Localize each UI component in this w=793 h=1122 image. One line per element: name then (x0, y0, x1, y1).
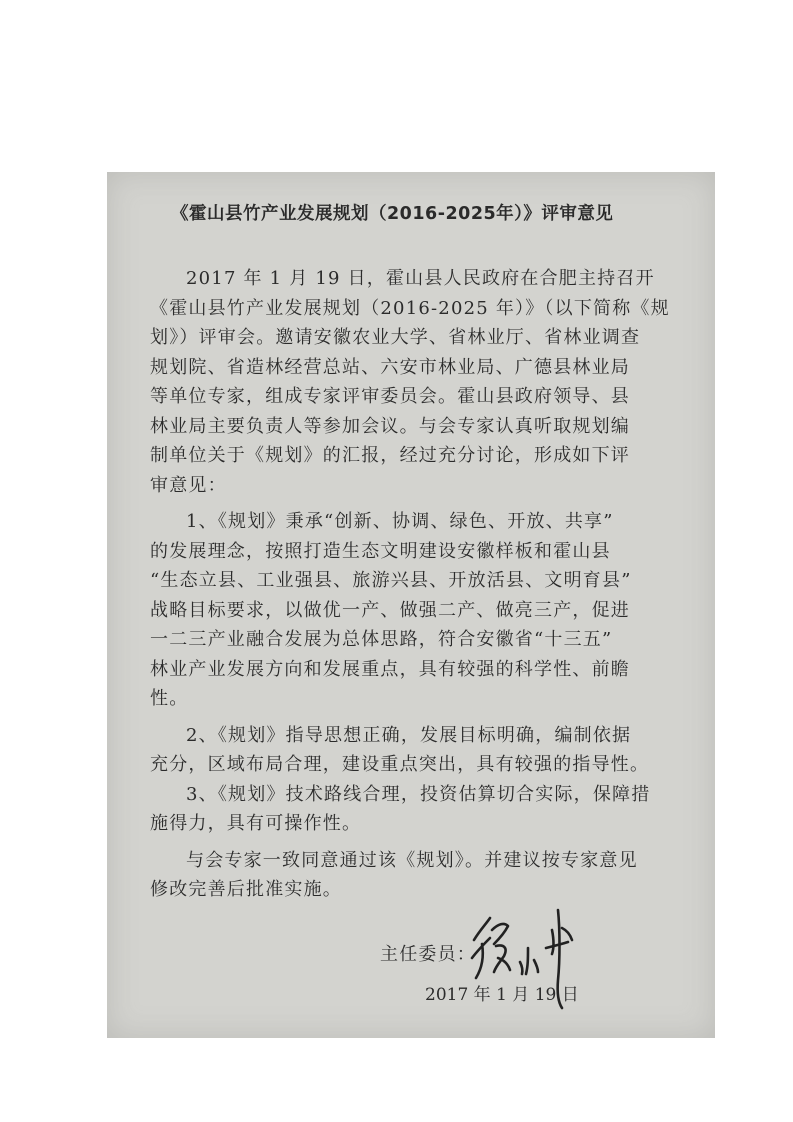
body-line: 林业产业发展方向和发展重点，具有较强的科学性、前瞻 (150, 658, 630, 680)
body-line: 性。 (150, 688, 189, 709)
body-line: 制单位关于《规划》的汇报，经过充分讨论，形成如下评 (150, 445, 630, 466)
body-line: 充分，区域布局合理，建设重点突出，具有较强的指导性。 (150, 754, 650, 775)
body-line: 审意见： (150, 474, 227, 496)
body-line: 规划院、省造林经营总站、六安市林业局、广德县林业局 (150, 356, 630, 378)
paragraph-gap (150, 839, 660, 846)
body-line: 划》）评审会。邀请安徽农业大学、省林业厅、省林业调查 (150, 327, 641, 348)
body-line: “生态立县、工业强县、旅游兴县、开放活县、文明育县” (150, 570, 632, 591)
paragraph-gap (150, 714, 660, 721)
body-line: 战略目标要求，以做优一产、做强二产、做亮三产，促进 (150, 599, 630, 621)
body-line: 一二三产业融合发展为总体思路，符合安徽省“十三五” (150, 629, 613, 650)
body-line: 修改完善后批准实施。 (150, 879, 342, 900)
signature-date: 2017 年 1 月 19 日 (425, 985, 579, 1005)
body-line: 1、《规划》秉承“创新、协调、绿色、开放、共享” (186, 511, 614, 532)
body-line: 等单位专家，组成专家评审委员会。霍山县政府领导、县 (150, 386, 630, 407)
body-line: 2017 年 1 月 19 日，霍山县人民政府在合肥主持召开 (186, 268, 655, 289)
document-title: 《霍山县竹产业发展规划（2016-2025年）》评审意见 (171, 204, 614, 224)
paragraph-gap (150, 500, 660, 507)
body-line: 与会专家一致同意通过该《规划》。并建议按专家意见 (186, 849, 638, 871)
signer-label: 主任委员： (380, 944, 476, 965)
body-line: 3、《规划》技术路线合理，投资估算切合实际，保障措 (186, 783, 651, 805)
body-line: 林业局主要负责人等参加会议。与会专家认真听取规划编 (150, 415, 630, 437)
body-line: 施得力，具有可操作性。 (150, 813, 362, 834)
body-line: 2、《规划》指导思想正确，发展目标明确，编制依据 (186, 724, 632, 746)
document-body (150, 264, 670, 905)
body-line: 的发展理念，按照打造生态文明建设安徽样板和霍山县 (150, 540, 611, 562)
body-line: 《霍山县竹产业发展规划（2016-2025 年）》（以下简称《规 (150, 297, 670, 319)
